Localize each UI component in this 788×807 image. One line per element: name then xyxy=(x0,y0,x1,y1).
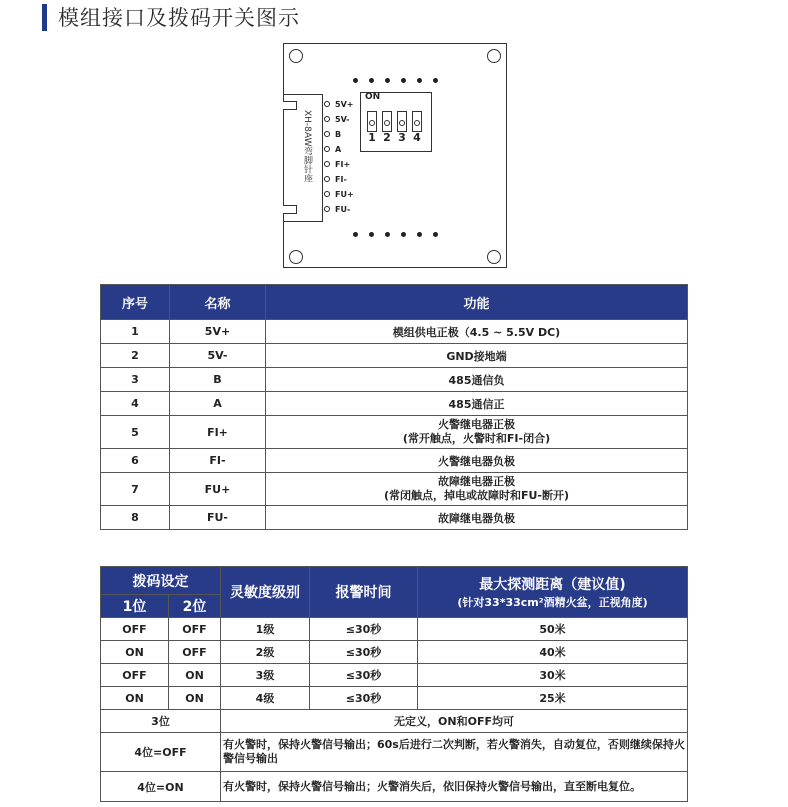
cell-name: B xyxy=(170,368,266,392)
header-latch xyxy=(283,205,297,214)
dip-setting-table xyxy=(100,566,688,802)
cell-pos1: OFF xyxy=(101,664,169,687)
dip-number-1: 1 xyxy=(368,131,376,144)
header-distance-note: (针对33*33cm²酒精火盆，正视角度) xyxy=(457,596,648,609)
cell-distance: 25米 xyxy=(418,687,688,710)
cell-function: 485通信负 xyxy=(266,368,688,392)
header-alarm-time: 报警时间 xyxy=(310,567,418,618)
header-pos2: 2位 xyxy=(169,595,221,618)
solder-pad xyxy=(369,232,374,237)
cell-pos1: ON xyxy=(101,641,169,664)
function-line: 火警继电器正极 xyxy=(438,418,515,431)
connector-label: XH-8AW弯脚针座 xyxy=(302,110,312,183)
cell-distance: 30米 xyxy=(418,664,688,687)
solder-pad xyxy=(385,78,390,83)
cell-function: 485通信正 xyxy=(266,392,688,416)
cell-no: 3 xyxy=(101,368,170,392)
pin-label-fi-minus: FI- xyxy=(324,173,347,185)
cell-pos4on-label: 4位=ON xyxy=(101,772,221,802)
pin-label-fi-plus: FI+ xyxy=(324,158,350,170)
table-row xyxy=(101,772,688,802)
table-row xyxy=(101,664,688,687)
cell-time: ≤30秒 xyxy=(310,664,418,687)
cell-pos2: ON xyxy=(169,687,221,710)
mount-hole xyxy=(487,250,501,264)
function-note: (常闭触点，掉电或故障时和FU-断开) xyxy=(383,489,570,502)
cell-name: 5V+ xyxy=(170,320,266,344)
pin-label-fu-minus: FU- xyxy=(324,203,350,215)
table-row xyxy=(101,641,688,664)
solder-pad xyxy=(353,232,358,237)
dip-switch-3 xyxy=(397,111,407,132)
pin-label-5v-minus: 5V- xyxy=(324,113,350,125)
dip-number-4: 4 xyxy=(413,131,421,144)
solder-pad xyxy=(417,232,422,237)
cell-pos2: OFF xyxy=(169,641,221,664)
table-row xyxy=(101,320,688,344)
table-row xyxy=(101,506,688,530)
cell-time: ≤30秒 xyxy=(310,687,418,710)
pin-label-a: A xyxy=(324,143,341,155)
header-distance xyxy=(418,567,688,618)
section-title: 模组接口及拨码开关图示 xyxy=(58,6,300,30)
cell-pos1: ON xyxy=(101,687,169,710)
table-row xyxy=(101,449,688,473)
cell-no: 1 xyxy=(101,320,170,344)
function-line: 故障继电器正极 xyxy=(438,475,515,488)
header-dip: 拨码设定 xyxy=(101,567,221,595)
cell-pos1: OFF xyxy=(101,618,169,641)
function-note: (常开触点，火警时和FI-闭合) xyxy=(402,432,551,445)
dip-number-3: 3 xyxy=(398,131,406,144)
cell-name: 5V- xyxy=(170,344,266,368)
cell-no: 8 xyxy=(101,506,170,530)
header-function: 功能 xyxy=(266,285,688,320)
dip-switch-1 xyxy=(367,111,377,132)
solder-pad xyxy=(353,78,358,83)
cell-sensitivity: 2级 xyxy=(221,641,310,664)
pin-function-table xyxy=(100,284,688,530)
mount-hole xyxy=(487,49,501,63)
cell-distance: 50米 xyxy=(418,618,688,641)
table-header-row xyxy=(101,567,688,595)
pin-label-5v-plus: 5V+ xyxy=(324,98,353,110)
cell-sensitivity: 1级 xyxy=(221,618,310,641)
solder-pad xyxy=(401,232,406,237)
dip-number-2: 2 xyxy=(383,131,391,144)
header-pos1: 1位 xyxy=(101,595,169,618)
cell-sensitivity: 3级 xyxy=(221,664,310,687)
cell-name: FI- xyxy=(170,449,266,473)
table-row xyxy=(101,392,688,416)
solder-pad xyxy=(369,78,374,83)
cell-pos4on-desc: 有火警时，保持火警信号输出；火警消失后，依旧保持火警信号输出，直至断电复位。 xyxy=(221,772,688,802)
mount-hole xyxy=(289,250,303,264)
cell-time: ≤30秒 xyxy=(310,641,418,664)
solder-pad xyxy=(433,78,438,83)
header-latch xyxy=(283,101,297,110)
cell-function xyxy=(266,473,688,506)
cell-function xyxy=(266,416,688,449)
cell-function: 火警继电器负极 xyxy=(266,449,688,473)
table-row xyxy=(101,344,688,368)
cell-distance: 40米 xyxy=(418,641,688,664)
cell-no: 7 xyxy=(101,473,170,506)
cell-pos3-label: 3位 xyxy=(101,710,221,733)
mount-hole xyxy=(289,49,303,63)
header-distance-title: 最大探测距离（建议值) xyxy=(479,577,626,593)
pin-label-fu-plus: FU+ xyxy=(324,188,354,200)
cell-name: FI+ xyxy=(170,416,266,449)
cell-function: GND接地端 xyxy=(266,344,688,368)
solder-pad xyxy=(401,78,406,83)
table-row xyxy=(101,416,688,449)
cell-name: FU+ xyxy=(170,473,266,506)
header-sensitivity: 灵敏度级别 xyxy=(221,567,310,618)
dip-switch-2 xyxy=(382,111,392,132)
header-name: 名称 xyxy=(170,285,266,320)
cell-no: 5 xyxy=(101,416,170,449)
dip-on-label: ON xyxy=(365,92,381,102)
cell-no: 2 xyxy=(101,344,170,368)
title-accent-bar xyxy=(42,4,47,31)
cell-pos3-desc: 无定义，ON和OFF均可 xyxy=(221,710,688,733)
table-row xyxy=(101,733,688,772)
solder-pad xyxy=(417,78,422,83)
table-row xyxy=(101,473,688,506)
cell-function: 故障继电器负极 xyxy=(266,506,688,530)
cell-no: 6 xyxy=(101,449,170,473)
table-header-row xyxy=(101,285,688,320)
table-row xyxy=(101,687,688,710)
header-no: 序号 xyxy=(101,285,170,320)
cell-pos2: OFF xyxy=(169,618,221,641)
cell-time: ≤30秒 xyxy=(310,618,418,641)
table-row xyxy=(101,368,688,392)
solder-pad xyxy=(433,232,438,237)
cell-pos2: ON xyxy=(169,664,221,687)
pin-label-b: B xyxy=(324,128,341,140)
cell-sensitivity: 4级 xyxy=(221,687,310,710)
table-row xyxy=(101,710,688,733)
cell-pos4off-desc: 有火警时，保持火警信号输出；60s后进行二次判断，若火警消失，自动复位，否则继续保持火警信号输出 xyxy=(221,733,688,772)
cell-function: 模组供电正极（4.5 ~ 5.5V DC) xyxy=(266,320,688,344)
dip-switch-4 xyxy=(412,111,422,132)
solder-pad xyxy=(385,232,390,237)
cell-name: A xyxy=(170,392,266,416)
cell-name: FU- xyxy=(170,506,266,530)
cell-pos4off-label: 4位=OFF xyxy=(101,733,221,772)
cell-no: 4 xyxy=(101,392,170,416)
table-row xyxy=(101,618,688,641)
